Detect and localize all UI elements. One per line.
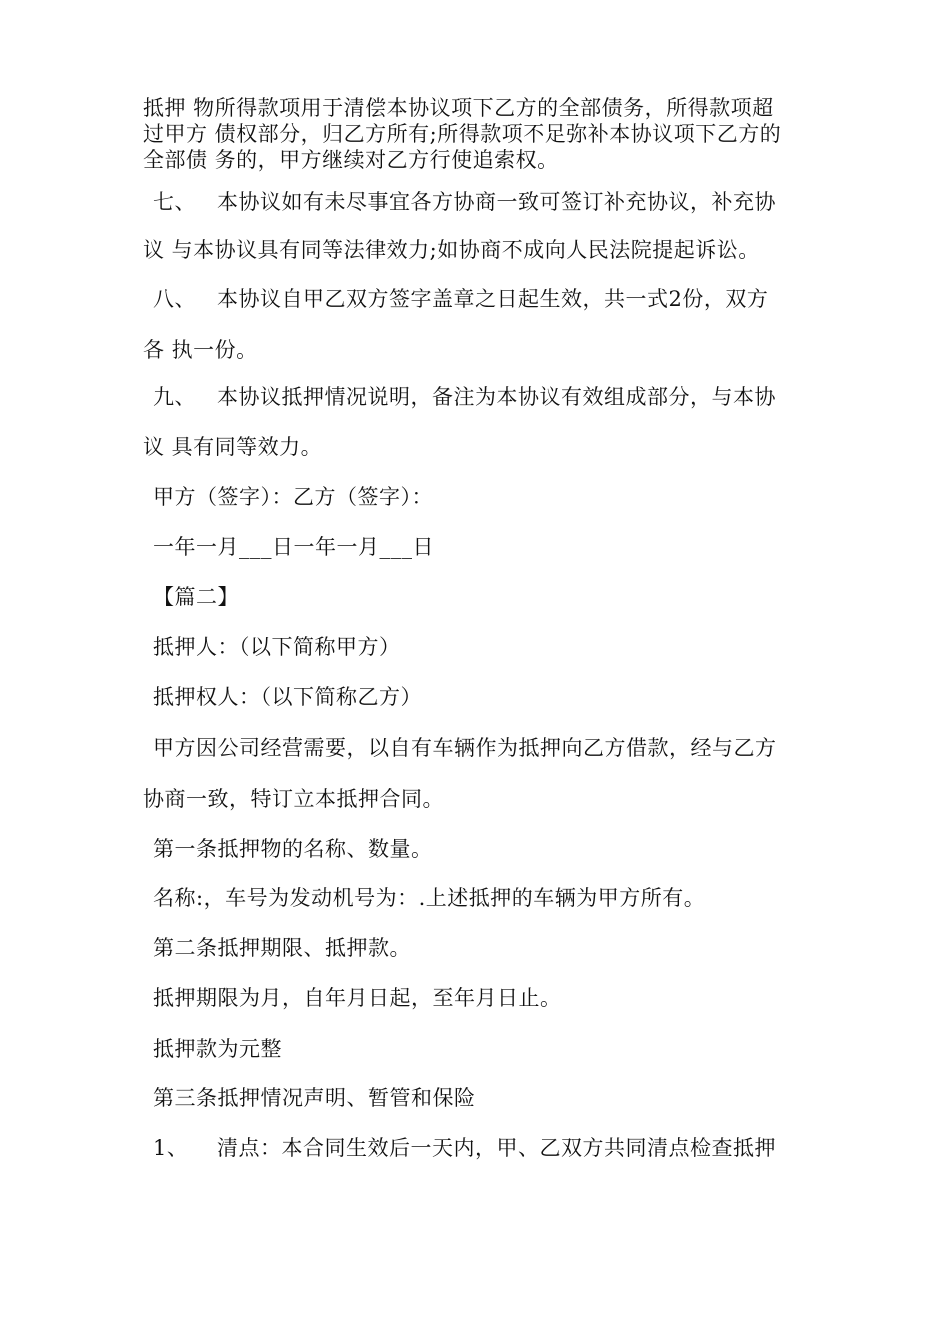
article-2-term: 抵押期限为月，自年月日起，至年月日止。 <box>153 986 562 1010</box>
intro-line-1: 甲方因公司经营需要，以自有车辆作为抵押向乙方借款，经与乙方 <box>153 736 777 760</box>
item-1-text: 清点：本合同生效后一天内，甲、乙双方共同清点检查抵押 <box>217 1136 776 1160</box>
clause-7-number: 七、 <box>153 190 196 214</box>
clause-8-number: 八、 <box>153 287 196 311</box>
paragraph-line: 抵押 物所得款项用于清偿本协议项下乙方的全部债务，所得款项超 <box>143 96 774 120</box>
clause-8-line-2: 各 执一份。 <box>143 338 258 362</box>
clause-9-line-2: 议 具有同等效力。 <box>143 435 323 459</box>
clause-9-text: 本协议抵押情况说明，备注为本协议有效组成部分，与本协 <box>217 385 776 409</box>
section-heading: 【篇二】 <box>153 585 239 609</box>
item-1-line <box>153 1135 776 1161</box>
mortgagee-line: 抵押权人：（以下简称乙方） <box>153 685 422 709</box>
article-1-body: 名称:，车号为发动机号为：.上述抵押的车辆为甲方所有。 <box>153 886 706 910</box>
article-1-title: 第一条抵押物的名称、数量。 <box>153 837 433 861</box>
clause-7-line-1 <box>153 189 776 215</box>
intro-line-2: 协商一致，特订立本抵押合同。 <box>143 787 444 811</box>
paragraph-line: 过甲方 债权部分，归乙方所有;所得款项不足弥补本协议项下乙方的 <box>143 122 782 146</box>
item-1-number: 1、 <box>153 1136 189 1160</box>
clause-8-line-1 <box>153 286 768 312</box>
mortgagor-line: 抵押人：（以下简称甲方） <box>153 635 401 659</box>
clause-8-text: 本协议自甲乙双方签字盖章之日起生效，共一式2份，双方 <box>217 287 769 311</box>
clause-9-number: 九、 <box>153 385 196 409</box>
date-line: 一年一月___日一年一月___日 <box>153 535 434 559</box>
signature-line: 甲方（签字）：乙方（签字）： <box>153 485 433 509</box>
clause-9-line-1 <box>153 384 776 410</box>
article-2-title: 第二条抵押期限、抵押款。 <box>153 936 411 960</box>
article-3-title: 第三条抵押情况声明、暂管和保险 <box>153 1086 476 1110</box>
clause-7-line-2: 议 与本协议具有同等法律效力;如协商不成向人民法院提起诉讼。 <box>143 238 760 262</box>
article-2-amount: 抵押款为元整 <box>153 1037 282 1061</box>
clause-7-text: 本协议如有未尽事宜各方协商一致可签订补充协议，补充协 <box>217 190 776 214</box>
paragraph-line: 全部债 务的，甲方继续对乙方行使追索权。 <box>143 148 559 172</box>
